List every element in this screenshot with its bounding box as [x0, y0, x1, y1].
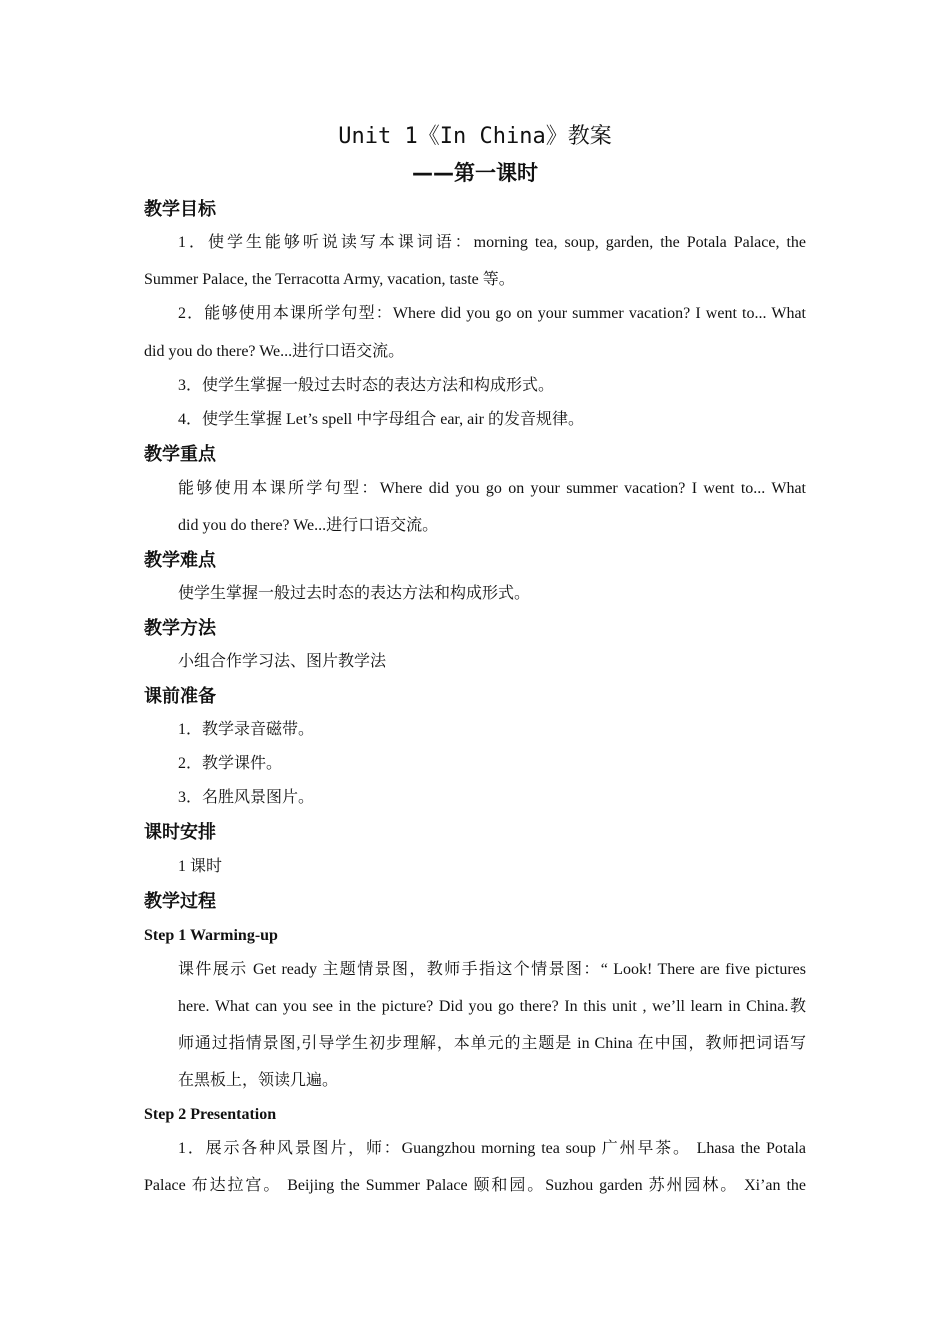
goal-4: 4．使学生掌握 Let’s spell 中字母组合 ear, air 的发音规律。 — [178, 411, 584, 428]
section-heading-schedule: 课时安排 — [144, 822, 216, 843]
goal-3: 3．使学生掌握一般过去时态的表达方法和构成形式。 — [178, 377, 555, 394]
prep-item-1: 1．教学录音磁带。 — [178, 721, 315, 738]
document-subtitle: ——第一课时 — [412, 161, 538, 185]
step-2-line-2: Palace 布达拉宫。 Beijing the Summer Palace 颐和园。Suzhou garden 苏州园林。 Xi’an the — [144, 1177, 806, 1194]
section-heading-goals: 教学目标 — [144, 199, 216, 220]
step-1-line-2: here. What can you see in the picture? Did you go there? In this unit , we’ll learn in China.教 — [178, 998, 806, 1015]
step-2-line-1: 1．展示各种风景图片，师：Guangzhou morning tea soup 广州早茶。 Lhasa the Potala — [178, 1140, 806, 1157]
keypoints-line-2: did you do there? We...进行口语交流。 — [178, 517, 439, 534]
step-1-line-4: 在黑板上，领读几遍。 — [178, 1072, 339, 1089]
methods-text: 小组合作学习法、图片教学法 — [178, 653, 387, 670]
document-title: Unit 1《In China》教案 — [338, 124, 612, 149]
step-2-title: Step 2 Presentation — [144, 1106, 277, 1123]
goal-2-line-1: 2．能够使用本课所学句型：Where did you go on your summer vacation? I went to... What — [178, 305, 806, 322]
goal-2-line-2: did you do there? We...进行口语交流。 — [144, 343, 405, 360]
schedule-text: 1 课时 — [178, 858, 223, 875]
section-heading-methods: 教学方法 — [144, 618, 216, 639]
section-heading-prep: 课前准备 — [144, 686, 216, 707]
keypoints-line-1: 能够使用本课所学句型：Where did you go on your summer vacation? I went to... What — [178, 480, 806, 497]
section-heading-process: 教学过程 — [144, 891, 216, 912]
step-1-line-1: 课件展示 Get ready 主题情景图，教师手指这个情景图：“ Look! There are five pictures — [178, 961, 806, 978]
step-1-title: Step 1 Warming-up — [144, 927, 278, 944]
goal-1-line-1: 1．使学生能够听说读写本课词语：morning tea, soup, garden, the Potala Palace, the — [178, 234, 806, 251]
prep-item-2: 2．教学课件。 — [178, 755, 283, 772]
section-heading-keypoints: 教学重点 — [144, 444, 216, 465]
prep-item-3: 3．名胜风景图片。 — [178, 789, 315, 806]
goal-1-line-2: Summer Palace, the Terracotta Army, vacation, taste 等。 — [144, 271, 515, 288]
difficulty-text: 使学生掌握一般过去时态的表达方法和构成形式。 — [178, 585, 531, 602]
section-heading-difficulty: 教学难点 — [144, 550, 216, 571]
step-1-line-3: 师通过指情景图,引导学生初步理解，本单元的主题是 in China 在中国，教师把词语写 — [178, 1035, 806, 1052]
